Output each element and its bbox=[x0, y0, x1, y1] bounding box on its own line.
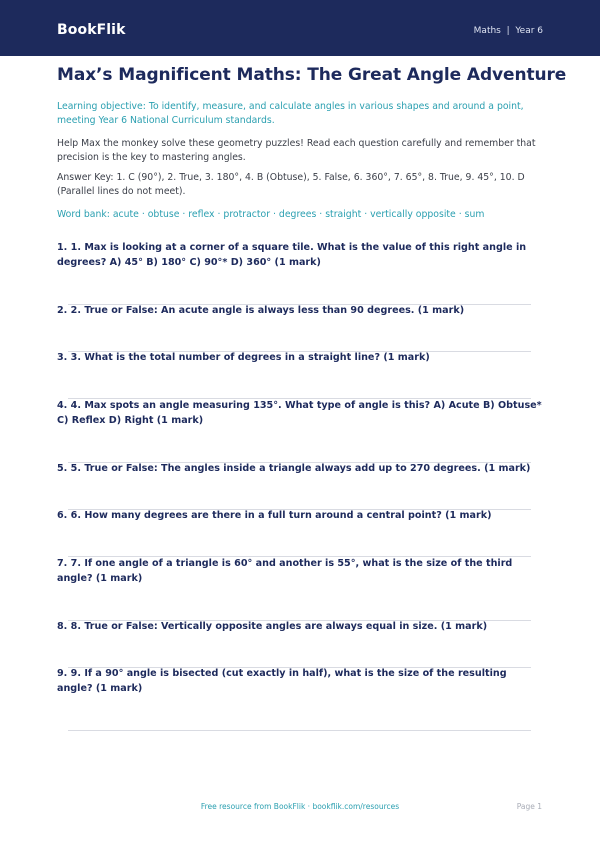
page-number: Page 1 bbox=[516, 802, 542, 811]
brand-logo[interactable]: BookFlik bbox=[57, 22, 126, 38]
answer-key: Answer Key: 1. C (90°), 2. True, 3. 180°, 4. B (Obtuse), 5. False, 6. 360°, 7. 65°, 8. True, 9. 45°, 10. D (Parallel lines do not meet). bbox=[57, 172, 525, 197]
intro-text: Help Max the monkey solve these geometry puzzles! Read each question carefully and remember that precision is the key to mastering angles. bbox=[57, 138, 536, 163]
question-2: 2. 2. True or False: An acute angle is always less than 90 degrees. (1 mark) bbox=[57, 305, 465, 316]
question-5: 5. 5. True or False: The angles inside a triangle always add up to 270 degrees. (1 mark) bbox=[57, 463, 531, 474]
question-7: 7. 7. If one angle of a triangle is 60° and another is 55°, what is the size of the third angle? (1 mark) bbox=[57, 558, 513, 584]
question-4: 4. 4. Max spots an angle measuring 135°. What type of angle is this? A) Acute B) Obtuse* C) Reflex D) Right (1 mark) bbox=[57, 400, 542, 426]
breadcrumb: Maths | Year 6 bbox=[473, 26, 543, 36]
question-8: 8. 8. True or False: Vertically opposite angles are always equal in size. (1 mark) bbox=[57, 621, 488, 632]
question-3: 3. 3. What is the total number of degrees in a straight line? (1 mark) bbox=[57, 352, 430, 363]
word-bank: Word bank: acute · obtuse · reflex · protractor · degrees · straight · vertically opposite · sum bbox=[57, 209, 485, 220]
question-1: 1. 1. Max is looking at a corner of a square tile. What is the value of this right angle in degrees? A) 45° B) 180° C) 90°* D) 360° (1 mark) bbox=[57, 242, 527, 268]
question-9: 9. 9. If a 90° angle is bisected (cut exactly in half), what is the size of the resulting angle? (1 mark) bbox=[57, 668, 507, 694]
header-bar bbox=[0, 0, 600, 56]
question-6: 6. 6. How many degrees are there in a full turn around a central point? (1 mark) bbox=[57, 510, 492, 521]
learning-objective: Learning objective: To identify, measure, and calculate angles in various shapes and around a point, meeting Year 6 National Curriculum standards. bbox=[57, 101, 524, 126]
answer-line-9[interactable] bbox=[68, 730, 531, 731]
page-title: Max’s Magnificent Maths: The Great Angle Adventure bbox=[57, 65, 567, 85]
footer-text[interactable]: Free resource from BookFlik · bookflik.com/resources bbox=[200, 802, 400, 811]
